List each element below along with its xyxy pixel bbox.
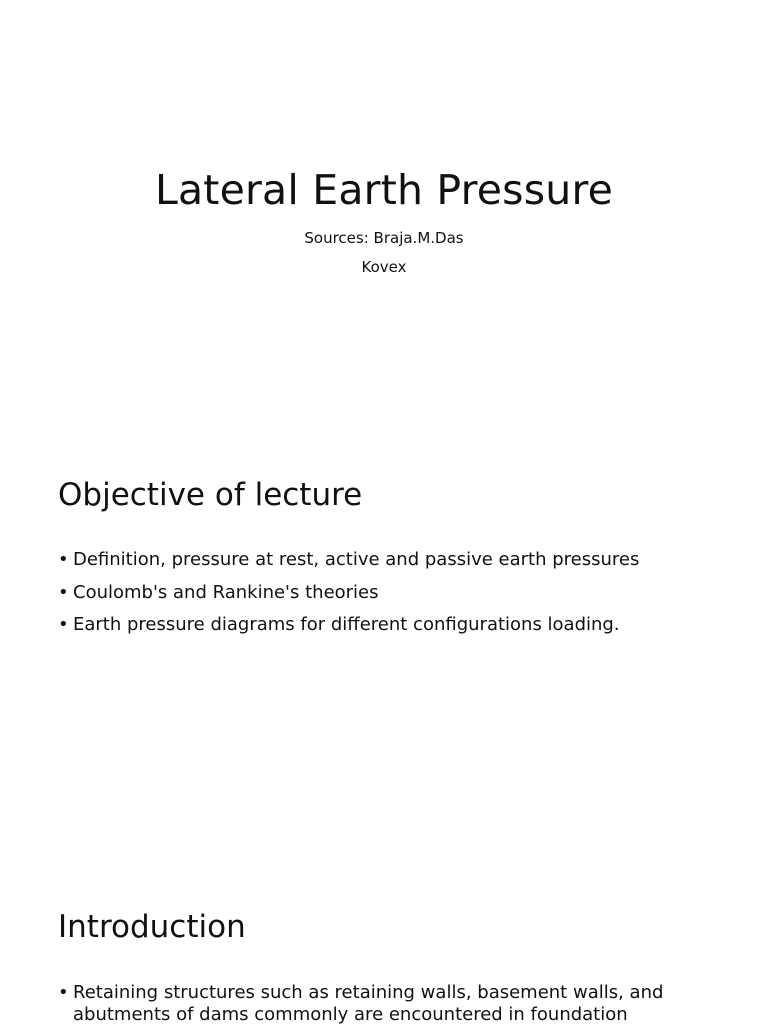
bullet-text: Definition, pressure at rest, active and passive earth pressures (73, 549, 640, 570)
objective-slide (0, 432, 768, 864)
slide-heading: Objective of lecture (58, 477, 363, 513)
source-name-line: Kovex (361, 258, 407, 276)
slide-title: Lateral Earth Pressure (154, 166, 614, 214)
slide-heading: Introduction (58, 909, 246, 945)
bullet-item (58, 982, 718, 1024)
bullet-item (58, 614, 718, 636)
bullet-text: Coulomb's and Rankine's theories (73, 581, 379, 603)
bullet-icon: • (58, 581, 69, 603)
bullet-text: Retaining structures such as retaining walls, basement walls, and abutments of dams commonly are encountered in foundation (73, 982, 664, 1024)
bullet-list (58, 549, 718, 647)
bullet-icon: • (58, 982, 69, 1003)
bullet-item (58, 549, 718, 571)
bullet-icon: • (58, 549, 69, 570)
bullet-icon: • (58, 614, 69, 635)
bullet-list (58, 982, 718, 1024)
bullet-item (58, 582, 718, 604)
sources-line: Sources: Braja.M.Das (304, 229, 464, 247)
title-slide (0, 0, 768, 432)
introduction-slide (0, 864, 768, 1024)
bullet-text: Earth pressure diagrams for different configurations loading. (73, 614, 620, 635)
